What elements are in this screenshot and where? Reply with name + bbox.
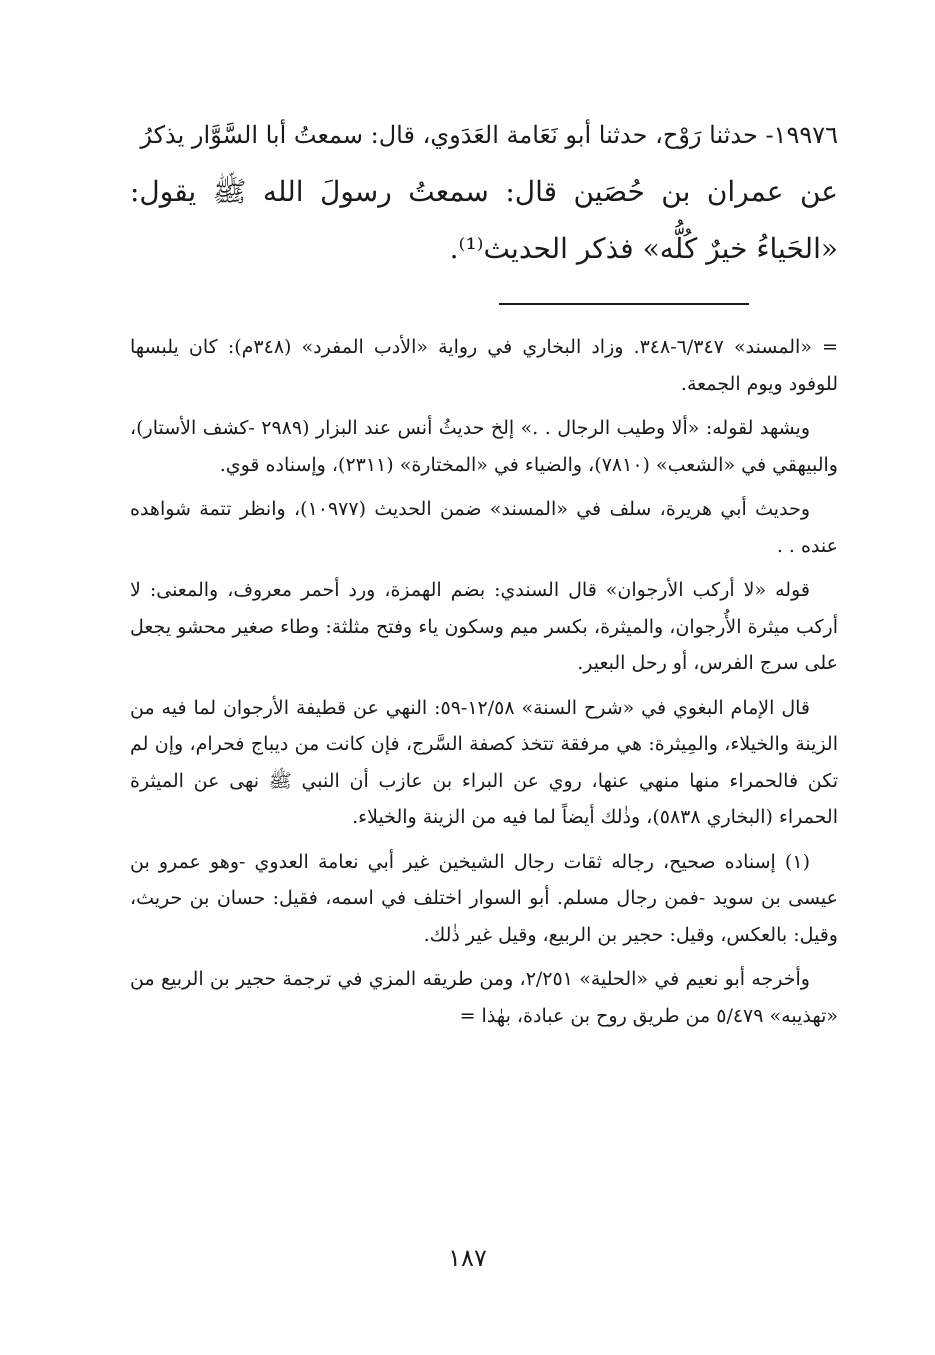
footnotes [130,329,838,1034]
footnote-paragraph: = «المسند» ٦/٣٤٧-٣٤٨. وزاد البخاري في رواية «الأدب المفرد» (٣٤٨م): كان يلبسها للوفود ويوم الجمعة. [130,336,838,395]
footnote-paragraph: قال الإمام البغوي في «شرح السنة» ١٢/٥٨-٥٩: النهي عن قطيفة الأرجوان لما فيه من الزينة والخيلاء، والمِيثرة: هي مرفقة تتخذ كصفة السَّرج، فإن كانت من ديباج فحرام، وإن لم تكن فالحمراء منها منهي عنها، روي عن البراء بن عازب أن النبي ﷺ نهى عن الميثرة الحمراء (البخاري ٥٨٣٨)، وذٰلك أيضاً لما فيه من الزينة والخيلاء. [130,696,838,828]
page-number: ١٨٧ [448,1244,487,1272]
hadith-matn: عن عمران بن حُصَين قال: سمعتُ رسولَ الله ﷺ يقول: «الحَياءُ خيرٌ كُلُّه» فذكر الحديث⁽¹⁾. [130,175,838,265]
footnote-paragraph: وأخرجه أبو نعيم في «الحلية» ٢/٢٥١، ومن طريقه المزي في ترجمة حجير بن الربيع من «تهذيبه» ٥/٤٧٩ من طريق روح بن عبادة، بهٰذا = [130,968,838,1027]
hadith-isnad: ١٩٩٧٦- حدثنا رَوْح، حدثنا أبو نَعَامة العَدَوي، قال: سمعتُ أبا السَّوَّار يذكرُ [140,121,838,149]
footnote-paragraph: وحديث أبي هريرة، سلف في «المسند» ضمن الحديث (١٠٩٧٧)، وانظر تتمة شواهده عنده . . [130,498,838,557]
footnote-divider [499,303,749,305]
page-content [130,108,838,1278]
footnote-paragraph: ويشهد لقوله: «ألا وطيب الرجال . .» إلخ حديثُ أنس عند البزار (٢٩٨٩ -كشف الأستار)، والبيهقي في «الشعب» (٧٨١٠)، والضياء في «المختارة» (٢٣١١)، وإسناده قوي. [130,417,838,476]
footnote-paragraph: قوله «لا أركب الأرجوان» قال السندي: بضم الهمزة، ورد أحمر معروف، والمعنى: لا أركب ميثرة الأُرجوان، والميثرة، بكسر ميم وسكون ياء وفتح مثلثة: وطاء صغير محشو يجعل على سرج الفرس، أو رحل البعير. [130,579,838,674]
footnote-paragraph: (١) إسناده صحيح، رجاله ثقات رجال الشيخين غير أبي نعامة العدوي -وهو عمرو بن عيسى بن سويد -فمن رجال مسلم. أبو السوار اختلف في اسمه، فقيل: حسان بن حريث، وقيل: بالعكس، وقيل: حجير بن الربيع، وقيل غير ذٰلك. [130,850,838,946]
